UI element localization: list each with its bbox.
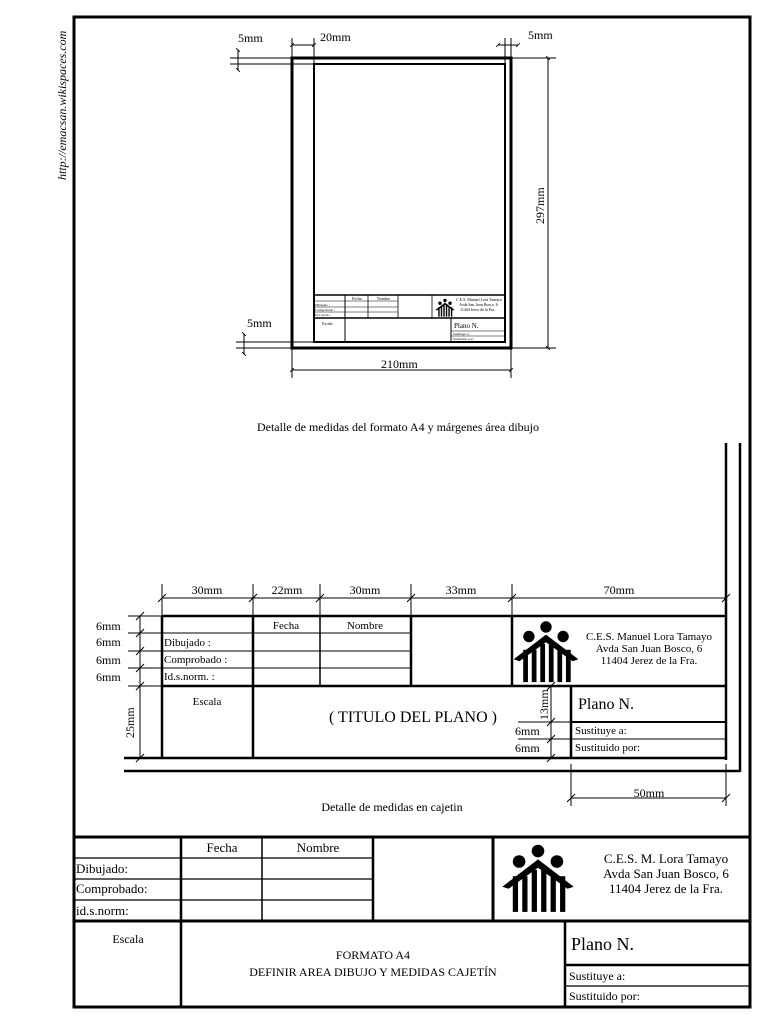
dim-row4: 6mm — [96, 670, 121, 684]
cajetin-row-dimensions — [128, 612, 162, 762]
title-sustituido: Sustituido por: — [569, 989, 641, 1003]
title-nombre-header: Nombre — [296, 840, 340, 855]
dim-row2: 6mm — [96, 635, 121, 649]
dim-col3: 30mm — [349, 583, 381, 597]
dim-lower-block: 25mm — [123, 707, 137, 738]
title-sustituye: Sustituye a: — [569, 969, 626, 983]
mini-dibujado: Dibujado : — [315, 303, 330, 307]
mini-comprobado: Comprobado : — [315, 308, 336, 312]
title-school-line3: 11404 Jerez de la Fra. — [609, 881, 723, 896]
a4-format-detail — [230, 28, 556, 434]
dim-plano-width: 50mm — [633, 786, 665, 800]
dim-a4-height: 297mm — [533, 187, 547, 224]
cajetin-comprobado-label: Comprobado : — [164, 654, 228, 666]
mini-plano: Plano N. — [454, 322, 479, 330]
title-line1: FORMATO A4 — [335, 948, 411, 962]
cajetin-dibujado-label: Dibujado : — [164, 637, 211, 649]
dim-top-right-margin: 5mm — [528, 28, 553, 42]
mini-school-line1: C.E.S. Manuel Lora Tamayo — [456, 297, 502, 302]
cajetin-titulo: ( TITULO DEL PLANO ) — [329, 709, 497, 726]
title-comprobado-label: Comprobado: — [76, 881, 148, 896]
cajetin-school-line3: 11404 Jerez de la Fra. — [600, 655, 698, 667]
dim-binding-margin: 20mm — [320, 30, 351, 44]
title-block — [74, 837, 750, 1007]
title-school-logo-icon — [502, 845, 573, 912]
mini-idsnorm: Id.s.norm. : — [315, 313, 332, 317]
a4-detail-caption: Detalle de medidas del formato A4 y márgenes área dibujo — [256, 420, 540, 434]
cajetin-nombre-header: Nombre — [346, 620, 384, 632]
mini-sustituido: Sustituido por: — [453, 337, 474, 341]
cajetin-column-dimensions — [158, 584, 730, 616]
mini-school-line2: Avda San Juan Bosco, 6 — [459, 302, 498, 307]
mini-nombre: Nombre — [377, 296, 391, 301]
dim-row1: 6mm — [96, 619, 121, 633]
a4-top-dimensions — [230, 38, 518, 70]
title-plano: Plano N. — [571, 934, 634, 954]
source-url: http://emacsan.wikispaces.com — [55, 30, 69, 180]
dim-plano-height: 13mm — [537, 689, 551, 720]
title-school-line2: Avda San Juan Bosco, 6 — [603, 866, 729, 881]
title-escala-label: Escala — [112, 932, 144, 946]
cajetin-school-logo-icon — [514, 621, 579, 682]
cajetin-sustituido: Sustituido por: — [575, 742, 641, 754]
title-school-line1: C.E.S. M. Lora Tamayo — [603, 851, 729, 866]
cajetin-sustituye: Sustituye a: — [575, 725, 627, 737]
mini-escala: Escala — [322, 321, 333, 326]
mini-school-line3: 11404 Jerez de la Fra. — [460, 307, 496, 312]
cajetin-plano: Plano N. — [578, 696, 634, 713]
cajetin-school-line2: Avda San Juan Bosco, 6 — [595, 643, 703, 655]
mini-sustituye: Sustituye a: — [453, 332, 470, 336]
dim-sust2: 6mm — [515, 741, 540, 755]
title-idsnorm-label: id.s.norm: — [76, 903, 129, 918]
cajetin-escala-label: Escala — [192, 696, 222, 708]
dim-row3: 6mm — [96, 653, 121, 667]
dim-a4-width: 210mm — [381, 357, 418, 371]
cajetin-detail-caption: Detalle de medidas en cajetin — [321, 800, 463, 814]
mini-fecha: Fecha — [352, 296, 362, 301]
title-line2: DEFINIR AREA DIBUJO Y MEDIDAS CAJETÍN — [249, 965, 497, 979]
dim-col2: 22mm — [271, 583, 303, 597]
cajetin-fecha-header: Fecha — [272, 620, 300, 632]
mini-title-block — [314, 295, 505, 342]
dim-col5: 70mm — [603, 583, 635, 597]
dim-top-left-margin: 5mm — [238, 31, 263, 45]
cajetin-school-line1: C.E.S. Manuel Lora Tamayo — [585, 631, 713, 643]
dim-col1: 30mm — [191, 583, 223, 597]
dim-bottom-margin: 5mm — [247, 316, 272, 330]
dim-col4: 33mm — [445, 583, 477, 597]
cajetin-idsnorm-label: Id.s.norm. : — [164, 671, 215, 683]
dim-sust1: 6mm — [515, 724, 540, 738]
title-dibujado-label: Dibujado: — [76, 861, 128, 876]
cajetin-detail — [96, 443, 740, 814]
title-fecha-header: Fecha — [206, 840, 238, 855]
mini-school-logo-icon — [435, 299, 454, 317]
